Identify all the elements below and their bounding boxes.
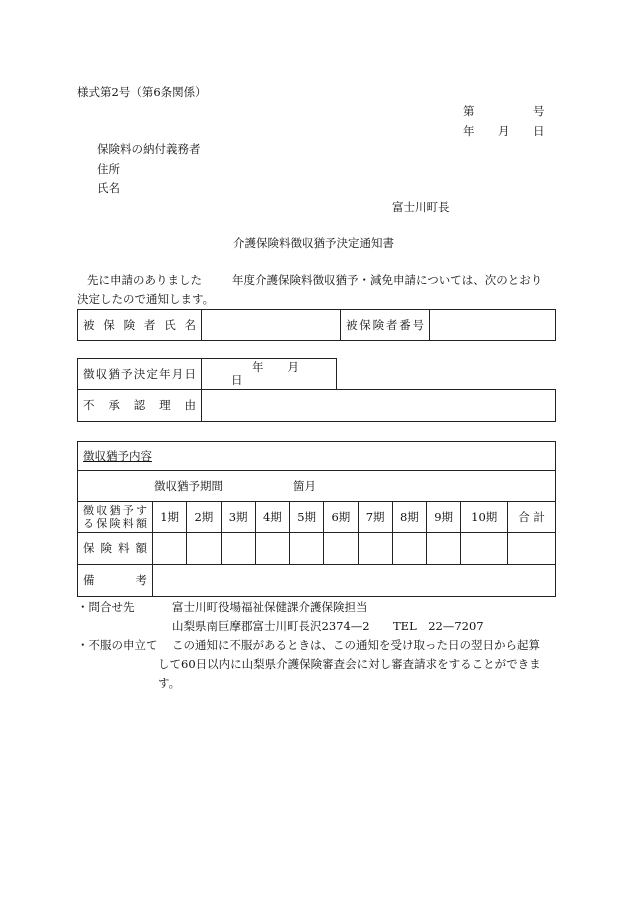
period-1: 1期: [153, 502, 187, 533]
remarks-cell: [153, 565, 556, 597]
contact-label: ・問合せ先: [77, 600, 135, 614]
intro-line1b: 年度介護保険料徴収猶予・減免申請については、次のとおり: [232, 273, 543, 287]
premium-row: [78, 533, 556, 565]
premium-cell: [461, 533, 508, 565]
decision-date-label: 徴収猶予決定年月日: [78, 359, 202, 390]
insured-table: [77, 309, 556, 341]
premium-cell: [221, 533, 255, 565]
premium-cell: [187, 533, 221, 565]
deferment-heading-cell: [78, 442, 556, 471]
premium-cell: [508, 533, 556, 565]
decision-date-day: 日: [231, 373, 243, 387]
deferment-months-label: 箇月: [293, 478, 316, 493]
date-month: 月: [498, 124, 510, 138]
premium-cell: [324, 533, 358, 565]
number-dai: 第: [463, 104, 475, 118]
premium-cell: [290, 533, 324, 565]
insured-number-cell: [430, 310, 556, 341]
period-8: 8期: [392, 502, 426, 533]
premium-cell: [153, 533, 187, 565]
period-9: 9期: [427, 502, 461, 533]
premium-cell: [392, 533, 426, 565]
number-go: 号: [533, 104, 545, 118]
intro-line1a: 先に申請のありました: [87, 273, 202, 287]
addressee-address-label: 住所: [97, 162, 120, 176]
decision-date-month: 月: [287, 360, 299, 374]
document-title: 介護保険料徴収猶予決定通知書: [233, 236, 394, 250]
addressee-title: 保険料の納付義務者: [97, 142, 201, 156]
period-3: 3期: [221, 502, 255, 533]
premium-cell: [358, 533, 392, 565]
premium-label: 保険料額: [78, 533, 153, 565]
deferment-period-cell: [78, 471, 556, 502]
period-5: 5期: [290, 502, 324, 533]
addressee-name-label: 氏名: [97, 181, 120, 195]
decision-blank: [337, 359, 556, 390]
decision-date-year: 年: [252, 360, 264, 374]
period-6: 6期: [324, 502, 358, 533]
period-4: 4期: [255, 502, 289, 533]
insured-name-label: 被保険者氏名: [78, 310, 202, 341]
contact-tel: TEL 22—7207: [393, 619, 484, 633]
insured-number-label: 被保険者番号: [341, 310, 430, 341]
deferment-heading: 徴収猶予内容: [83, 448, 152, 463]
period-7: 7期: [358, 502, 392, 533]
issuer: 富士川町長: [392, 200, 450, 214]
form-id: 様式第2号（第6条関係）: [77, 85, 207, 99]
deferred-amount-label: 徴収猶予す る保険料額: [78, 502, 153, 533]
premium-cell: [427, 533, 461, 565]
contact-office: 富士川町役場福祉保健課介護保険担当: [172, 600, 368, 614]
period-10: 10期: [461, 502, 508, 533]
rejection-reason-cell: [202, 390, 556, 422]
decision-table: [77, 358, 556, 422]
deferment-table: [77, 441, 556, 597]
appeal-line2: して60日以内に山梨県介護保険審査会に対し審査請求をすることができま: [158, 657, 541, 671]
premium-cell: [255, 533, 289, 565]
remarks-label: 備考: [78, 565, 153, 597]
date-day: 日: [533, 124, 545, 138]
intro-line2: 決定したので通知します。: [77, 292, 215, 306]
deferment-period-label: 徴収猶予期間: [154, 478, 223, 493]
appeal-line1: この通知に不服があるときは、この通知を受け取った日の翌日から起算: [172, 638, 540, 652]
period-header-row: [78, 502, 556, 533]
appeal-line3: す。: [158, 676, 181, 690]
date-year: 年: [463, 124, 475, 138]
decision-date-cell: [202, 359, 337, 390]
appeal-label: ・不服の申立て: [77, 638, 158, 652]
insured-name-cell: [202, 310, 341, 341]
period-total: 合 計: [508, 502, 556, 533]
rejection-reason-label: 不承認理由: [78, 390, 202, 422]
contact-address: 山梨県南巨摩郡富士川町長沢2374—2: [172, 619, 370, 633]
period-2: 2期: [187, 502, 221, 533]
